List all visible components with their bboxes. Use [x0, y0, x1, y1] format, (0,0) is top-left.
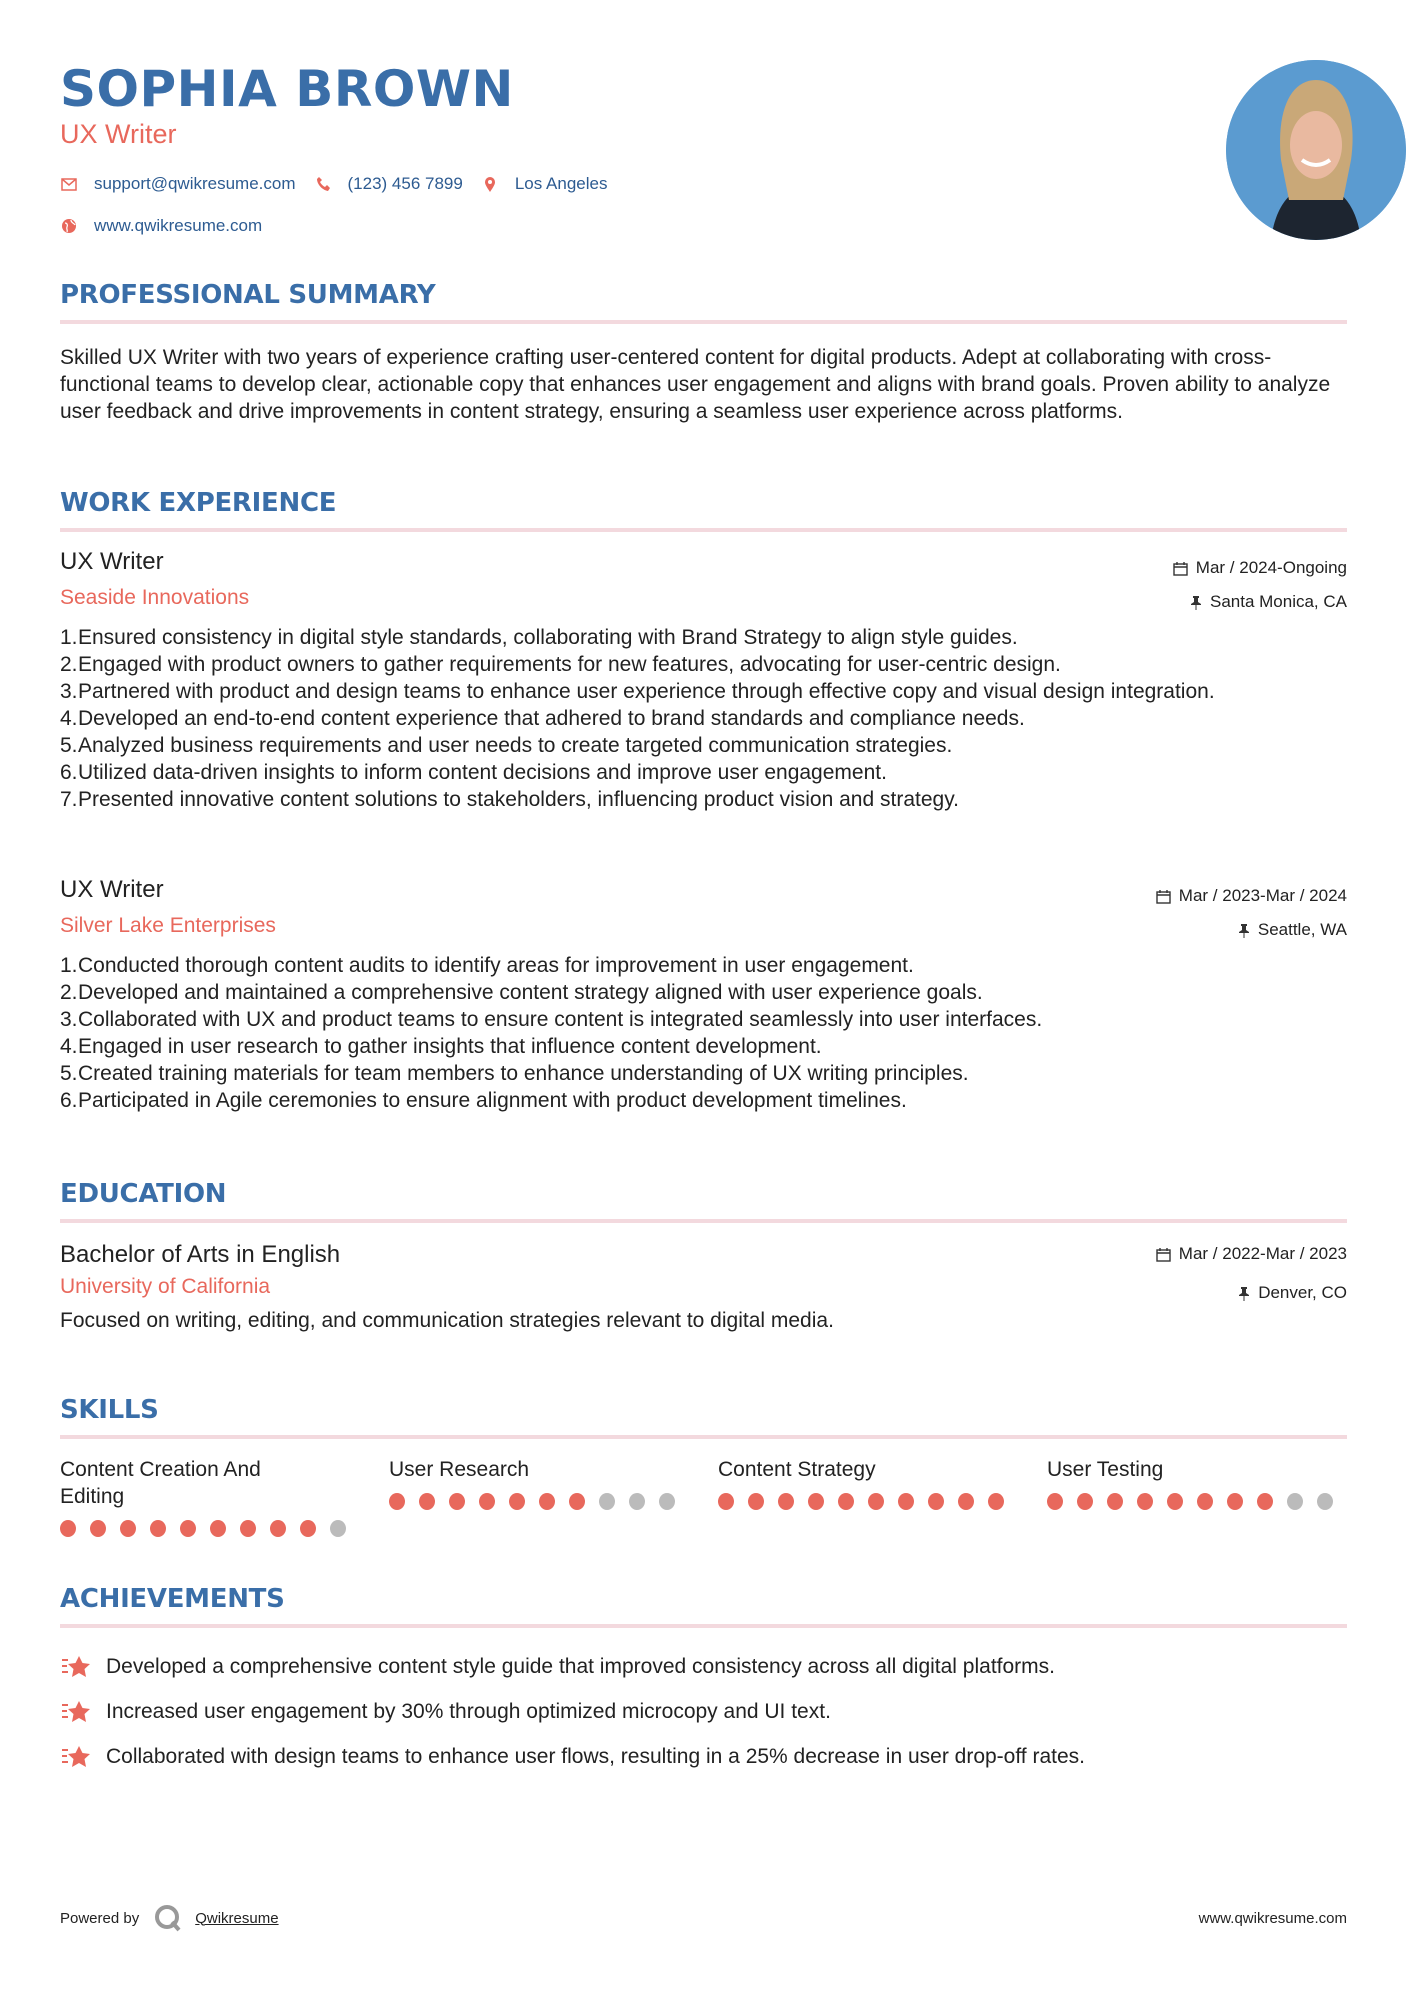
rating-dot-filled — [210, 1520, 226, 1537]
degree: Bachelor of Arts in English — [60, 1241, 341, 1268]
item-text: Developed an end-to-end content experience that adhered to brand standards and compliance needs. — [78, 707, 1025, 730]
job-role: UX Writer — [60, 548, 164, 575]
section-heading: ACHIEVEMENTS — [60, 1584, 285, 1614]
calendar-icon — [1156, 1247, 1171, 1262]
item-text: Conducted thorough content audits to identify areas for improvement in user engagement. — [78, 954, 914, 977]
item-number: 2. — [60, 653, 78, 676]
item-text: Engaged in user research to gather insights that influence content development. — [78, 1035, 822, 1058]
rating-dot-filled — [300, 1520, 316, 1537]
item-text: Ensured consistency in digital style standards, collaborating with Brand Strategy to align style guides. — [78, 626, 1018, 649]
rating-dot-empty — [659, 1493, 675, 1510]
skill-item — [718, 1456, 1018, 1510]
section-heading: WORK EXPERIENCE — [60, 488, 337, 518]
education-description: Focused on writing, editing, and communication strategies relevant to digital media. — [60, 1309, 834, 1332]
rating-dot-empty — [1317, 1493, 1333, 1510]
list-item — [60, 1060, 1347, 1087]
location-pin-icon — [481, 175, 499, 193]
item-text: Partnered with product and design teams to enhance user experience through effective copy and visual design integration. — [78, 680, 1215, 703]
section-heading: EDUCATION — [60, 1179, 227, 1209]
list-item — [60, 624, 1347, 651]
achievement-item — [60, 1734, 1347, 1779]
rating-dot-filled — [150, 1520, 166, 1537]
rating-dot-filled — [1167, 1493, 1183, 1510]
list-item — [60, 678, 1347, 705]
job-entry — [60, 548, 1347, 813]
rating-dot-filled — [838, 1493, 854, 1510]
item-number: 5. — [60, 1062, 78, 1085]
rating-dot-filled — [868, 1493, 884, 1510]
divider — [60, 528, 1347, 532]
item-number: 4. — [60, 1035, 78, 1058]
rating-dot-filled — [90, 1520, 106, 1537]
section-heading: PROFESSIONAL SUMMARY — [60, 280, 436, 310]
skill-item — [60, 1456, 360, 1537]
item-text: Engaged with product owners to gather requirements for new features, advocating for user-centric design. — [78, 653, 1061, 676]
item-number: 6. — [60, 1089, 78, 1112]
skill-name: User Research — [389, 1458, 530, 1481]
item-text: Utilized data-driven insights to inform content decisions and improve user engagement. — [78, 761, 887, 784]
pin-icon — [1238, 923, 1250, 938]
job-entry — [60, 876, 1347, 1114]
skill-name: Content Creation And Editing — [60, 1458, 261, 1508]
divider — [60, 1624, 1347, 1628]
list-item — [60, 1087, 1347, 1114]
rating-dot-filled — [569, 1493, 585, 1510]
email-icon — [60, 175, 78, 193]
item-number: 7. — [60, 788, 78, 811]
rating-dot-filled — [509, 1493, 525, 1510]
rating-dot-filled — [988, 1493, 1004, 1510]
rating-dot-filled — [120, 1520, 136, 1537]
achievement-text: Developed a comprehensive content style guide that improved consistency across all digital platforms. — [106, 1654, 1055, 1678]
rating-dot-filled — [1047, 1493, 1063, 1510]
skill-name: User Testing — [1047, 1458, 1164, 1481]
skill-name: Content Strategy — [718, 1458, 876, 1481]
summary-section — [60, 280, 1347, 425]
job-bullets — [60, 624, 1347, 813]
skill-rating — [389, 1493, 689, 1510]
candidate-name: SOPHIA BROWN — [60, 60, 514, 118]
item-number: 3. — [60, 680, 78, 703]
job-location: Seattle, WA — [1238, 920, 1347, 940]
star-icon — [60, 1744, 92, 1770]
skill-rating — [60, 1520, 360, 1537]
item-number: 4. — [60, 707, 78, 730]
item-text: Developed and maintained a comprehensive content strategy aligned with user experience goals. — [78, 981, 983, 1004]
rating-dot-filled — [180, 1520, 196, 1537]
email-link[interactable]: support@qwikresume.com — [94, 174, 296, 193]
rating-dot-filled — [718, 1493, 734, 1510]
job-bullets — [60, 952, 1347, 1114]
job-dates: Mar / 2023-Mar / 2024 — [1156, 886, 1347, 906]
item-number: 1. — [60, 954, 78, 977]
rating-dot-empty — [629, 1493, 645, 1510]
calendar-icon — [1173, 561, 1188, 576]
rating-dot-filled — [449, 1493, 465, 1510]
skills-section — [60, 1395, 1347, 1439]
list-item — [60, 732, 1347, 759]
list-item — [60, 979, 1347, 1006]
list-item — [60, 1033, 1347, 1060]
skill-item — [389, 1456, 689, 1510]
rating-dot-filled — [479, 1493, 495, 1510]
job-company: Silver Lake Enterprises — [60, 914, 276, 937]
rating-dot-filled — [808, 1493, 824, 1510]
rating-dot-filled — [1197, 1493, 1213, 1510]
job-role: UX Writer — [60, 876, 164, 903]
rating-dot-filled — [419, 1493, 435, 1510]
candidate-title: UX Writer — [60, 119, 177, 149]
rating-dot-filled — [1257, 1493, 1273, 1510]
achievement-item — [60, 1689, 1347, 1734]
rating-dot-empty — [599, 1493, 615, 1510]
rating-dot-filled — [898, 1493, 914, 1510]
education-location: Denver, CO — [1238, 1283, 1347, 1303]
list-item — [60, 786, 1347, 813]
skill-rating — [718, 1493, 1018, 1510]
achievements-section — [60, 1584, 1347, 1779]
rating-dot-filled — [748, 1493, 764, 1510]
rating-dot-empty — [1287, 1493, 1303, 1510]
job-location: Santa Monica, CA — [1190, 592, 1347, 612]
location-text: Los Angeles — [514, 174, 608, 193]
qwikresume-logo-icon — [153, 1903, 183, 1933]
skill-rating — [1047, 1493, 1347, 1510]
rating-dot-filled — [60, 1520, 76, 1537]
globe-icon — [60, 217, 78, 235]
item-text: Analyzed business requirements and user needs to create targeted communication strategies. — [78, 734, 953, 757]
item-text: Participated in Agile ceremonies to ensure alignment with product development timelines. — [78, 1089, 907, 1112]
list-item — [60, 1006, 1347, 1033]
rating-dot-filled — [958, 1493, 974, 1510]
rating-dot-filled — [928, 1493, 944, 1510]
calendar-icon — [1156, 889, 1171, 904]
education-dates: Mar / 2022-Mar / 2023 — [1156, 1244, 1347, 1264]
contact-row — [60, 174, 625, 194]
qwikresume-link[interactable]: Qwikresume — [195, 1909, 279, 1927]
item-number: 3. — [60, 1008, 78, 1031]
rating-dot-filled — [240, 1520, 256, 1537]
achievement-text: Increased user engagement by 30% through optimized microcopy and UI text. — [106, 1699, 831, 1723]
item-number: 6. — [60, 761, 78, 784]
phone-text: (123) 456 7899 — [347, 174, 463, 193]
rating-dot-empty — [330, 1520, 346, 1537]
section-heading: SKILLS — [60, 1395, 159, 1425]
website-row — [60, 216, 280, 236]
item-text: Collaborated with UX and product teams to ensure content is integrated seamlessly into user interfaces. — [78, 1008, 1043, 1031]
item-number: 1. — [60, 626, 78, 649]
rating-dot-filled — [270, 1520, 286, 1537]
job-company: Seaside Innovations — [60, 586, 250, 609]
achievement-text: Collaborated with design teams to enhance user flows, resulting in a 25% decrease in user drop-off rates. — [106, 1744, 1085, 1768]
item-text: Presented innovative content solutions to stakeholders, influencing product vision and strategy. — [78, 788, 959, 811]
pin-icon — [1238, 1286, 1250, 1301]
experience-section — [60, 488, 1347, 532]
profile-photo — [1226, 60, 1406, 240]
list-item — [60, 651, 1347, 678]
list-item — [60, 759, 1347, 786]
pin-icon — [1190, 595, 1202, 610]
job-dates: Mar / 2024-Ongoing — [1173, 558, 1347, 578]
list-item — [60, 705, 1347, 732]
rating-dot-filled — [1227, 1493, 1243, 1510]
summary-text: Skilled UX Writer with two years of experience crafting user-centered content for digital products. Adept at collaborating with cross-functional teams to develop clear, actionable copy that enhances user engagement and aligns with brand goals. Proven ability to analyze user feedback and drive improvements in content strategy, ensuring a seamless user experience across platforms. — [60, 346, 1331, 423]
skill-item — [1047, 1456, 1347, 1510]
item-number: 2. — [60, 981, 78, 1004]
footer — [60, 1903, 1347, 1933]
school: University of California — [60, 1275, 271, 1298]
achievements-list — [60, 1644, 1347, 1779]
phone-icon — [314, 175, 332, 193]
rating-dot-filled — [539, 1493, 555, 1510]
rating-dot-filled — [389, 1493, 405, 1510]
footer-site[interactable]: www.qwikresume.com — [1198, 1909, 1347, 1927]
powered-by-label: Powered by — [60, 1909, 140, 1927]
education-entry — [60, 1241, 1347, 1334]
achievement-item — [60, 1644, 1347, 1689]
rating-dot-filled — [1107, 1493, 1123, 1510]
divider — [60, 1435, 1347, 1439]
divider — [60, 1219, 1347, 1223]
education-section — [60, 1179, 1347, 1223]
star-icon — [60, 1654, 92, 1680]
website-link[interactable]: www.qwikresume.com — [94, 216, 263, 235]
item-number: 5. — [60, 734, 78, 757]
rating-dot-filled — [778, 1493, 794, 1510]
rating-dot-filled — [1077, 1493, 1093, 1510]
rating-dot-filled — [1137, 1493, 1153, 1510]
divider — [60, 320, 1347, 324]
list-item — [60, 952, 1347, 979]
star-icon — [60, 1699, 92, 1725]
item-text: Created training materials for team members to enhance understanding of UX writing principles. — [78, 1062, 969, 1085]
